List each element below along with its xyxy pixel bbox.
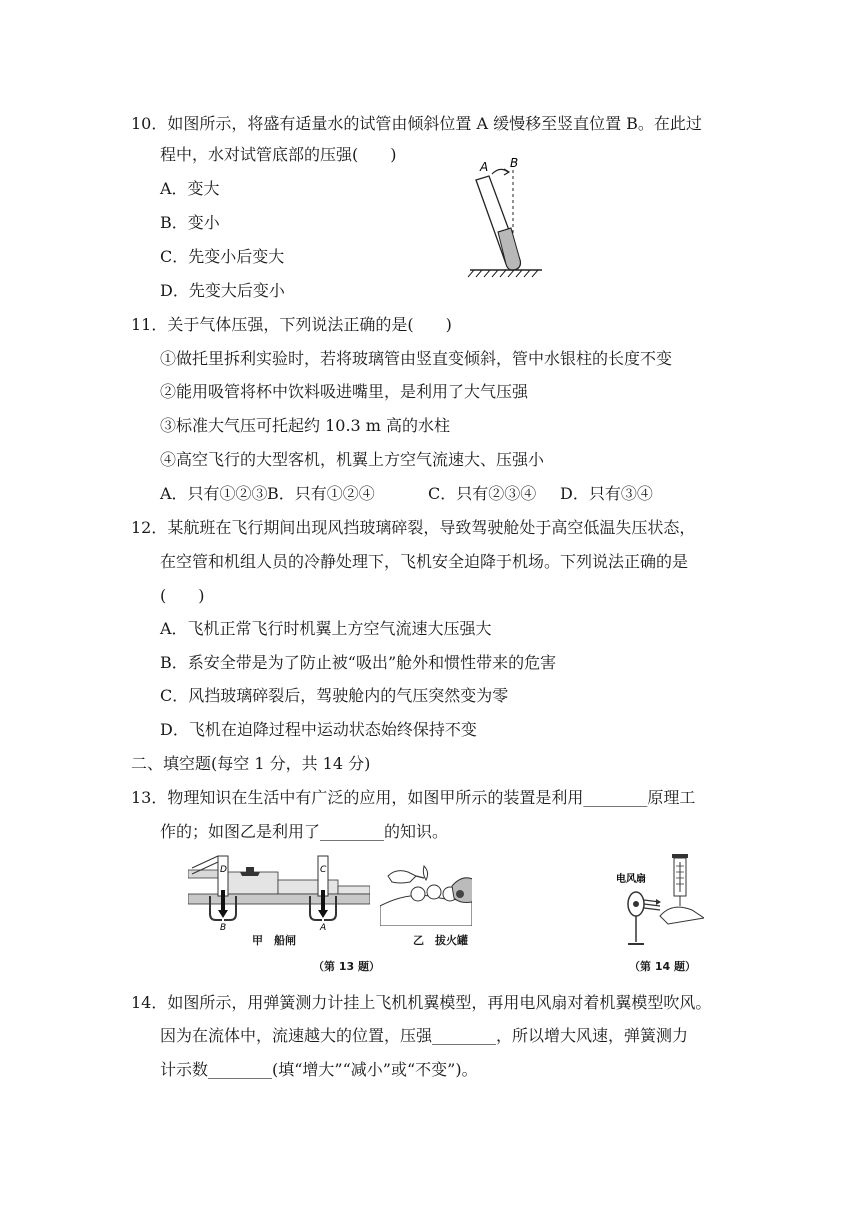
q13-fig-caption: （第 13 题） xyxy=(313,960,380,973)
q14-stem-line1: 14．如图所示，用弹簧测力计挂上飞机机翼模型，再用电风扇对着机翼模型吹风。 xyxy=(131,993,712,1012)
q14-fig-caption: （第 14 题） xyxy=(629,960,696,973)
q13-fig-yi-label: 乙 拔火罐 xyxy=(413,934,468,947)
q14-stem-line3: 计示数________(填“增大”“减小”或“不变”)。 xyxy=(160,1060,478,1079)
q12-option-b: B．系安全带是为了防止被“吸出”舱外和惯性带来的危害 xyxy=(160,653,557,672)
lock-label-d: D xyxy=(220,865,227,875)
q11-option-a: A．只有①②③ xyxy=(160,484,268,503)
q12-stem-line3: ( ) xyxy=(160,586,205,605)
q11-stem: 11．关于气体压强，下列说法正确的是( ) xyxy=(131,315,452,334)
lock-label-a: A xyxy=(320,923,327,932)
q11-statement-1: ①做托里拆利实验时，若将玻璃管由竖直变倾斜，管中水银柱的长度不变 xyxy=(160,349,673,368)
q10-option-d: D．先变大后变小 xyxy=(160,281,285,300)
q11-option-d: D．只有③④ xyxy=(560,484,653,503)
q11-statement-4: ④高空飞行的大型客机，机翼上方空气流速大、压强小 xyxy=(160,450,545,469)
q10-stem-line2: 程中，水对试管底部的压强( ) xyxy=(160,145,397,164)
section-heading-fill-in: 二、填空题(每空 1 分，共 14 分) xyxy=(131,754,371,773)
q13-cupping-figure xyxy=(380,862,472,926)
q10-fig-label-b: B xyxy=(510,156,519,170)
q12-option-a: A．飞机正常飞行时机翼上方空气流速大压强大 xyxy=(160,619,492,638)
q10-test-tube-figure xyxy=(462,150,552,280)
q14-stem-line2: 因为在流体中，流速越大的位置，压强________，所以增大风速，弹簧测力 xyxy=(160,1026,689,1045)
q13-ship-lock-figure xyxy=(188,850,370,932)
q11-statement-3: ③标准大气压可托起约 10.3 m 高的水柱 xyxy=(160,416,451,435)
q11-statement-2: ②能用吸管将杯中饮料吸进嘴里，是利用了大气压强 xyxy=(160,382,529,401)
lock-label-c: C xyxy=(320,865,327,875)
q13-stem-line2: 作的；如图乙是利用了________的知识。 xyxy=(160,822,449,841)
q12-option-c: C．风挡玻璃碎裂后，驾驶舱内的气压突然变为零 xyxy=(160,686,509,705)
q10-option-a: A．变大 xyxy=(160,179,220,198)
q12-option-d: D．飞机在迫降过程中运动状态始终保持不变 xyxy=(160,720,477,739)
q13-stem-line1: 13．物理知识在生活中有广泛的应用，如图甲所示的装置是利用________原理工 xyxy=(131,788,696,807)
q14-fan-label: 电风扇 xyxy=(616,874,646,885)
q14-fan-wing-figure xyxy=(612,852,704,952)
q11-option-c: C．只有②③④ xyxy=(428,484,537,503)
lock-label-b: B xyxy=(220,923,227,932)
q10-fig-label-a: A xyxy=(480,160,489,174)
q10-option-c: C．先变小后变大 xyxy=(160,247,285,266)
q11-option-b: B．只有①②④ xyxy=(267,484,375,503)
q12-stem-line2: 在空管和机组人员的冷静处理下，飞机安全迫降于机场。下列说法正确的是 xyxy=(160,552,689,571)
q10-option-b: B．变小 xyxy=(160,213,220,232)
q10-stem-line1: 10．如图所示，将盛有适量水的试管由倾斜位置 A 缓慢移至竖直位置 B。在此过 xyxy=(131,114,702,133)
q12-stem-line1: 12．某航班在飞行期间出现风挡玻璃碎裂，导致驾驶舱处于高空低温失压状态， xyxy=(131,518,696,537)
q13-fig-jia-label: 甲 船闸 xyxy=(252,934,296,947)
